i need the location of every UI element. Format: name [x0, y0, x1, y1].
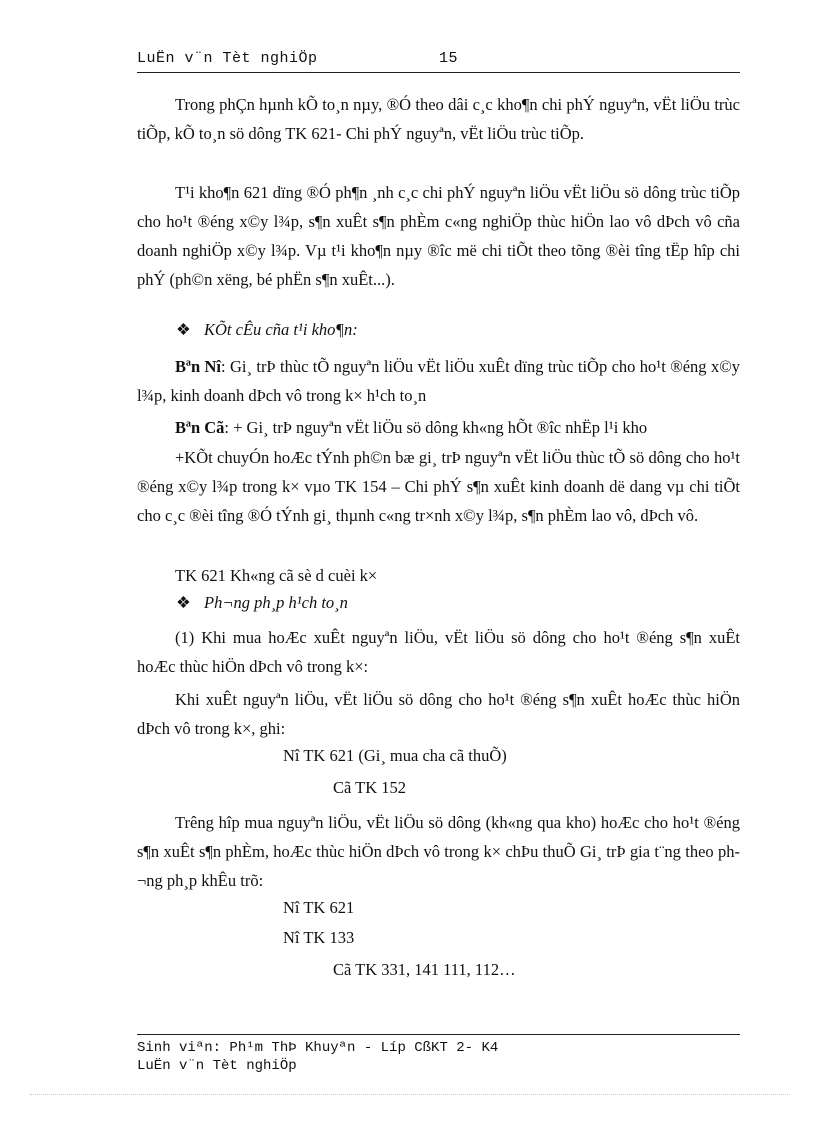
page-header: [137, 50, 740, 73]
debit-side-text: : Gi¸ trÞ thùc tÕ nguyªn liÖu vËt liÖu xuÊt dïng trùc tiÕp cho ho¹t ®éng x©y l¾p, kinh doanh dÞch vô trong k× h¹ch to¸n: [137, 357, 740, 405]
bullet-method: [176, 593, 348, 613]
paragraph-purchase-case: Trêng hîp mua nguyªn liÖu, vËt liÖu sö dông (kh«ng qua kho) hoÆc cho ho¹t ®éng s¶n xuÊt s¶n phÈm, hoÆc thùc hiÖn dÞch vô trong k× chÞu thuÕ Gi¸ trÞ gia t¨ng theo ph¬ng ph¸p khÊu trõ:: [137, 813, 740, 890]
bullet-method-label: Ph¬ng ph¸p h¹ch to¸n: [204, 593, 348, 612]
paragraph-credit-transfer: +KÕt chuyÓn hoÆc tÝnh ph©n bæ gi¸ trÞ nguyªn vËt liÖu thùc tÕ sö dông cho ho¹t ®éng x©y l¾p trong k× vµo TK 154 – Chi phÝ s¶n xuÊt kinh doanh dë dang vµ chi tiÕt cho c¸c ®èi tîng ®Ó tÝnh gi¸ thµnh c«ng tr×nh x©y l¾p, s¶n phÈm lao vô, dÞch vô.: [137, 448, 740, 525]
entry-1-credit: Cã TK 152: [333, 778, 407, 797]
paragraph-intro: Trong phÇn hµnh kÕ to¸n nµy, ®Ó theo dâi c¸c kho¶n chi phÝ nguyªn, vËt liÖu trùc tiÕp, kÕ to¸n sö dông TK 621- Chi phÝ nguyªn, vËt liÖu trùc tiÕp.: [137, 95, 740, 143]
page-bottom-dotted-divider: [30, 1094, 790, 1095]
bullet-structure-label: KÕt cÊu cña t¹i kho¶n:: [204, 320, 358, 339]
paragraph-debit-side: [137, 352, 740, 410]
debit-side-label: Bªn Nî: [175, 357, 222, 376]
footer-title: LuËn v¨n Tèt nghiÖp: [137, 1058, 297, 1074]
page-number: 15: [439, 50, 459, 67]
paragraph-account-621: T¹i kho¶n 621 dïng ®Ó ph¶n ¸nh c¸c chi phÝ nguyªn liÖu vËt liÖu sö dông trùc tiÕp cho ho¹t ®éng x©y l¾p, s¶n xuÊt s¶n phÈm c«ng nghiÖp thùc hiÖn lao vô dÞch vô cña doanh nghiÖp x©y l¾p. Vµ t¹i kho¶n nµy ®îc më chi tiÕt theo tõng ®èi tîng tËp hîp chi phÝ (ph©n xëng, bé phËn s¶n xuÊt...).: [137, 183, 740, 289]
entry-1-debit: Nî TK 621 (Gi¸ mua cha cã thuÕ): [283, 746, 507, 765]
paragraph-credit-side: [137, 413, 740, 442]
bullet-structure: [176, 320, 358, 340]
paragraph-case-1: (1) Khi mua hoÆc xuÊt nguyªn liÖu, vËt liÖu sö dông cho ho¹t ®éng s¶n xuÊt hoÆc thùc hiÖn dÞch vô trong k×:: [137, 628, 740, 676]
credit-side-text: : + Gi¸ trÞ nguyªn vËt liÖu sö dông kh«ng hÕt ®îc nhËp l¹i kho: [224, 418, 648, 437]
header-title: LuËn v¨n Tèt nghiÖp: [137, 50, 318, 67]
entry-2-debit-133: Nî TK 133: [283, 928, 355, 947]
footer-rule: [137, 1034, 740, 1035]
diamond-bullet-icon: ❖: [176, 593, 191, 612]
entry-2-debit-621: Nî TK 621: [283, 898, 355, 917]
paragraph-no-balance: TK 621 Kh«ng cã sè d cuèi k×: [175, 566, 378, 585]
entry-2-credit: Cã TK 331, 141 111, 112…: [333, 960, 516, 979]
diamond-bullet-icon: ❖: [176, 320, 191, 339]
paragraph-issue-materials: Khi xuÊt nguyªn liÖu, vËt liÖu sö dông cho ho¹t ®éng s¶n xuÊt hoÆc thùc hiÖn dÞch vô trong k×, ghi:: [137, 690, 740, 738]
credit-side-label: Bªn Cã: [175, 418, 225, 437]
footer-student: Sinh viªn: Ph¹m ThÞ Khuyªn - Líp CßKT 2- K4: [137, 1040, 499, 1056]
